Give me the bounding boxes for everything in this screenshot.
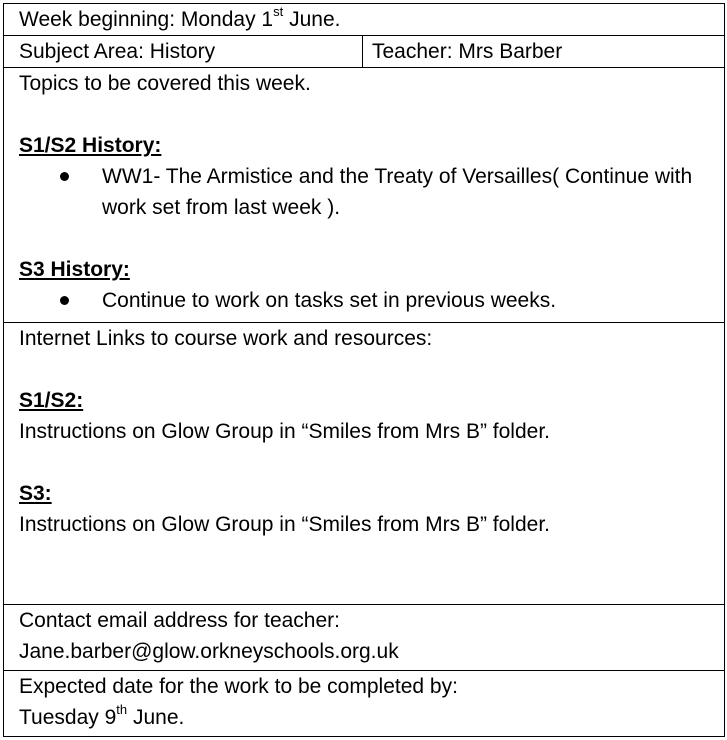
weekly-plan-table [3,3,725,737]
due-date [19,702,724,733]
list-item [102,285,724,316]
spacer [19,354,724,385]
contact-label: Contact email address for teacher: [19,609,340,632]
s1s2-links-heading: S1/S2: [19,389,84,412]
s1s2-topic-list [19,161,724,223]
list-item-text: WW1- The Armistice and the Treaty of Versailles( Continue with work set from last week ). [102,165,693,219]
subject-label: Subject Area: History [19,40,216,63]
week-cell [4,4,725,36]
due-date-row [4,671,725,737]
links-row [4,323,725,605]
topics-intro: Topics to be covered this week. [19,72,311,95]
s3-topic-list [19,285,724,316]
spacer [19,447,724,478]
links-cell [4,323,725,605]
contact-row [4,605,725,671]
spacer [19,99,724,130]
subject-cell [4,36,363,68]
week-suffix: June. [283,8,341,31]
list-item-text: Continue to work on tasks set in previous weeks. [102,289,557,312]
list-item [102,161,724,223]
due-date-prefix: Tuesday 9 [19,706,117,729]
bullet-icon [60,172,69,181]
due-date-suffix: June. [127,706,185,729]
due-label: Expected date for the work to be completed by: [19,675,458,698]
s3-links-heading: S3: [19,482,52,505]
topics-row [4,68,725,323]
subject-teacher-row [4,36,725,68]
teacher-email-link[interactable]: Jane.barber@glow.orkneyschools.org.uk [19,640,399,663]
s1s2-history-heading: S1/S2 History: [19,134,162,157]
due-date-cell [4,671,725,737]
s1s2-links-text: Instructions on Glow Group in “Smiles from Mrs B” folder. [19,420,550,443]
contact-cell [4,605,725,671]
week-label: Week beginning: Monday 1 [19,8,274,31]
teacher-label: Teacher: Mrs Barber [372,40,563,63]
spacer [19,223,724,254]
bullet-icon [60,296,69,305]
due-ordinal: th [116,702,128,717]
s3-links-text: Instructions on Glow Group in “Smiles from Mrs B” folder. [19,513,550,536]
topics-cell [4,68,725,323]
s3-history-heading: S3 History: [19,258,130,281]
week-row [4,4,725,36]
links-intro: Internet Links to course work and resources: [19,327,433,350]
week-ordinal: st [273,4,284,19]
teacher-cell [363,36,725,68]
